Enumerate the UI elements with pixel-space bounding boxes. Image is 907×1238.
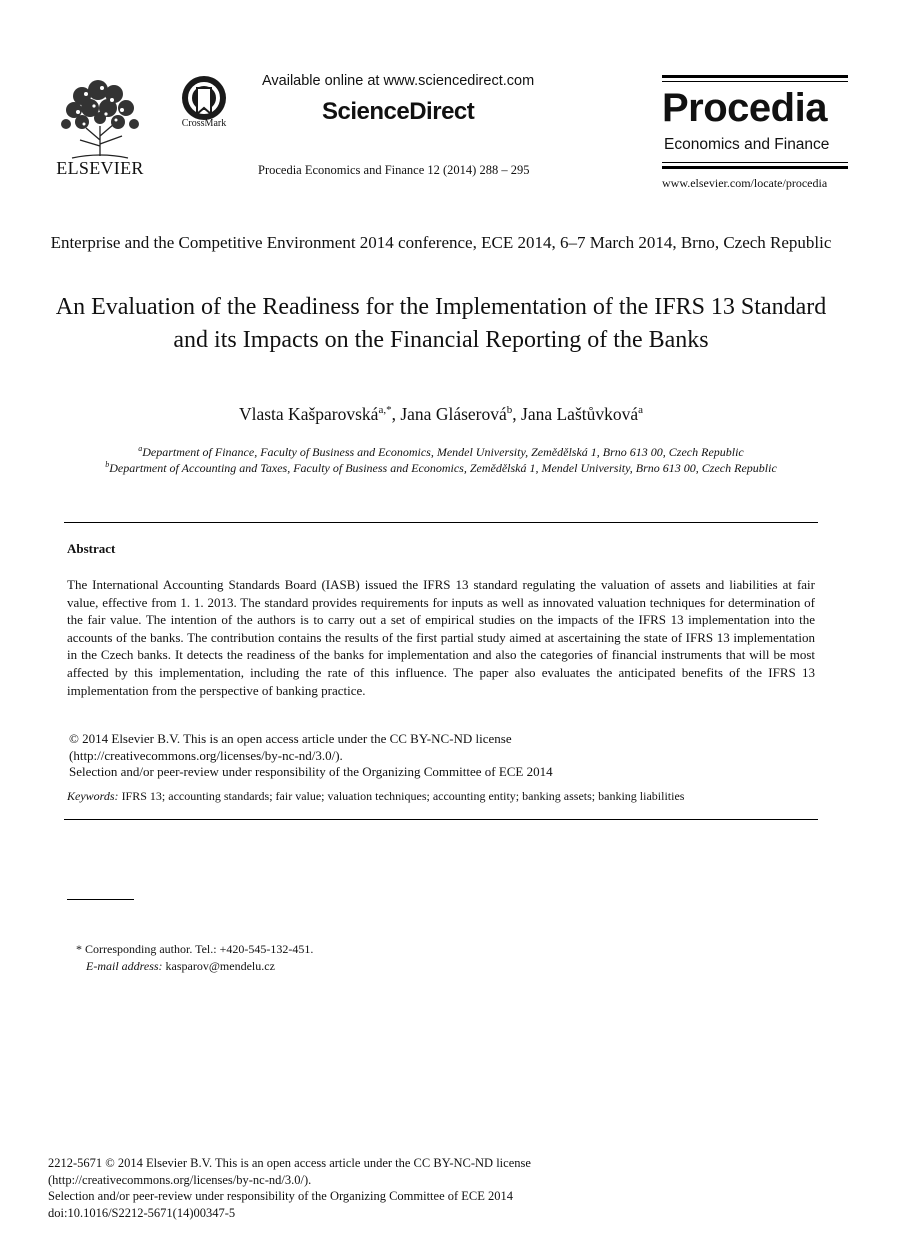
peer-review-line: Selection and/or peer-review under responsibility of the Organizing Committee of ECE 2014 [69, 764, 553, 779]
author-separator: , [512, 404, 522, 424]
crossmark-label: CrossMark [181, 118, 227, 129]
procedia-logo: Procedia [662, 86, 827, 130]
sciencedirect-logo[interactable]: ScienceDirect [322, 98, 475, 125]
author-separator: , [391, 404, 401, 424]
footnote-block [76, 941, 313, 975]
affiliation-a [50, 444, 832, 460]
abstract-heading: Abstract [67, 541, 116, 556]
license-link[interactable]: (http://creativecommons.org/licenses/by-nc-nd/3.0/). [48, 1172, 312, 1187]
affiliation-b [50, 460, 832, 476]
email-address[interactable]: kasparov@mendelu.cz [165, 959, 275, 973]
author-name: Jana Gláserová [400, 404, 507, 424]
copyright-block [69, 731, 553, 781]
procedia-rule-top [662, 75, 848, 78]
author-superscript: a,* [378, 404, 392, 417]
journal-reference: Procedia Economics and Finance 12 (2014) 288 – 295 [258, 163, 530, 177]
corresponding-author: * Corresponding author. Tel.: +420-545-132-451. [76, 942, 314, 956]
email-line [76, 958, 313, 975]
footnote-rule [67, 899, 134, 900]
bottom-info-block [48, 1155, 531, 1221]
affiliation-text: Department of Finance, Faculty of Business and Economics, Mendel University, Zemědělská 1, Brno 613 00, Czech Republic [142, 445, 744, 459]
issn-copyright: 2212-5671 © 2014 Elsevier B.V. This is an open access article under the CC BY-NC-ND license [48, 1156, 531, 1170]
affiliation-superscript: b [105, 460, 110, 469]
author-superscript: b [506, 404, 513, 417]
author-superscript: a [638, 404, 644, 417]
abstract-bottom-rule [64, 819, 818, 820]
author-list [50, 404, 832, 425]
author-name: Vlasta Kašparovská [238, 404, 379, 424]
affiliation-superscript: a [138, 444, 143, 453]
copyright-line: © 2014 Elsevier B.V. This is an open access article under the CC BY-NC-ND license [69, 731, 512, 746]
procedia-rule-bottom [662, 166, 848, 169]
procedia-rule-bottom-thin [662, 162, 848, 163]
email-label: E-mail address: [86, 959, 163, 973]
license-link[interactable]: (http://creativecommons.org/licenses/by-nc-nd/3.0/). [69, 747, 343, 763]
abstract-body: The International Accounting Standards Board (IASB) issued the IFRS 13 standard regulating the valuation of assets and liabilities at fair value, effective from 1. 1. 2013. The standard provides requirements for inputs as well as innovated valuation techniques for determination of the fair value. The intention of the authors is to carry out a set of empirical studies on the impacts of the IFRS 13 implementation into the accounts of the banks. The contribution contains the results of the first partial study aimed at ascertaining the state of IFRS 13 implementation in the Czech banks. It detects the readiness of the banks for implementation and also the categories of financial instruments that will be most affected by this implementation, including the rate of this influence. The paper also evaluates the anticipated benefits of the IFRS 13 implementation from the perspective of banking practice. [67, 577, 815, 698]
author-name: Jana Laštůvková [521, 404, 639, 424]
doi[interactable]: doi:10.1016/S2212-5671(14)00347-5 [48, 1205, 236, 1220]
procedia-url-link[interactable]: www.elsevier.com/locate/procedia [662, 176, 828, 190]
affiliation-text: Department of Accounting and Taxes, Faculty of Business and Economics, Zemědělská 1, Mendel University, Brno 613 00, Czech Republic [109, 461, 777, 475]
available-online-text[interactable]: Available online at www.sciencedirect.com [262, 73, 535, 89]
elsevier-wordmark: ELSEVIER [56, 158, 144, 178]
procedia-rule-top-thin [662, 81, 848, 82]
abstract-top-rule [64, 522, 818, 523]
keywords-label: Keywords: [67, 789, 119, 803]
procedia-subtitle: Economics and Finance [664, 136, 830, 153]
paper-title: An Evaluation of the Readiness for the Implementation of the IFRS 13 Standard and its Impacts on the Financial Reporting of the Banks [55, 294, 827, 353]
conference-line: Enterprise and the Competitive Environment 2014 conference, ECE 2014, 6–7 March 2014, Brno, Czech Republic [50, 233, 832, 252]
keywords-line [67, 789, 684, 804]
peer-review-line: Selection and/or peer-review under responsibility of the Organizing Committee of ECE 2014 [48, 1189, 514, 1204]
keywords-text: IFRS 13; accounting standards; fair value; valuation techniques; accounting entity; banking assets; banking liabilities [121, 789, 685, 803]
